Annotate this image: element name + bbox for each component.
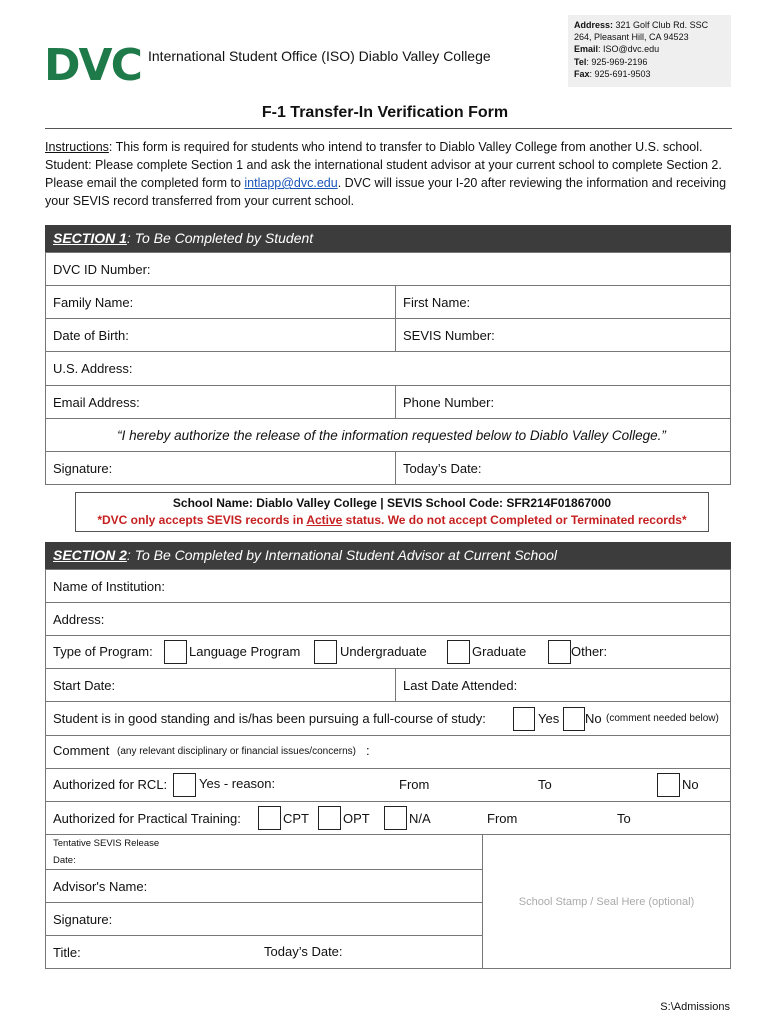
- section2-heading-bold: SECTION 2: [53, 547, 127, 563]
- office-tel: : 925-969-2196: [586, 56, 648, 67]
- sevis-release-label-1: Tentative SEVIS Release: [53, 838, 160, 849]
- advisor-signature-label: Signature:: [53, 911, 113, 927]
- instructions-email-link[interactable]: intlapp@dvc.edu: [244, 176, 338, 190]
- other-program-label: Other:: [571, 644, 608, 659]
- opt-label: OPT: [343, 811, 370, 826]
- student-signature-label: Signature:: [53, 460, 113, 476]
- cpt-label: CPT: [283, 811, 309, 826]
- instructions-text-2: . DVC will issue your I-20 after reviewing the information and receiving your SEVIS record transferred from your current school.: [45, 176, 727, 208]
- school-stamp-area: [482, 834, 731, 969]
- phone-number-field[interactable]: [395, 385, 731, 419]
- email-label: Email: [574, 44, 599, 55]
- rcl-to-label: To: [538, 777, 552, 792]
- comment-note: (any relevant disciplinary or financial issues/concerns): [117, 746, 356, 757]
- advisor-date-label: Today’s Date:: [264, 944, 343, 959]
- advisor-signature-field[interactable]: [45, 902, 483, 936]
- first-name-label: First Name:: [403, 294, 471, 310]
- sevis-release-date-field[interactable]: [45, 834, 483, 870]
- advisor-title-label: Title:: [53, 944, 81, 960]
- opt-checkbox[interactable]: [318, 806, 341, 830]
- student-date-label: Today’s Date:: [403, 460, 482, 476]
- good-standing-no-note: (comment needed below): [606, 713, 719, 724]
- email-address-label: Email Address:: [53, 394, 140, 410]
- school-code-line: School Name: Diablo Valley College | SEVIS School Code: SFR214F01867000: [172, 496, 612, 510]
- comment-label: Comment: [53, 743, 110, 758]
- sevis-status-notice: [76, 512, 708, 529]
- good-standing-no-label: No: [585, 711, 602, 726]
- na-label: N/A: [409, 811, 431, 826]
- form-title: F-1 Transfer-In Verification Form: [261, 104, 509, 121]
- cpt-checkbox[interactable]: [258, 806, 281, 830]
- address-line2: 264, Pleasant Hill, CA 94523: [574, 32, 689, 43]
- us-address-field[interactable]: [45, 351, 731, 386]
- footer-path: S:\Admissions: [660, 1001, 730, 1013]
- undergraduate-label: Undergraduate: [340, 644, 427, 659]
- office-title: International Student Office (ISO) Diablo Valley College: [148, 48, 491, 64]
- graduate-checkbox[interactable]: [447, 640, 470, 664]
- good-standing-no-checkbox[interactable]: [563, 707, 585, 731]
- us-address-label: U.S. Address:: [53, 361, 133, 376]
- address-line1: 321 Golf Club Rd. SSC: [615, 20, 709, 30]
- dvc-id-label: DVC ID Number:: [53, 261, 151, 277]
- dvc-logo: DVC: [44, 40, 141, 91]
- student-signature-field[interactable]: [45, 451, 396, 485]
- sevis-number-label: SEVIS Number:: [403, 327, 495, 343]
- last-date-label: Last Date Attended:: [403, 677, 518, 693]
- tel-label: Tel: [574, 56, 587, 67]
- institution-address-label: Address:: [53, 611, 105, 627]
- advisor-name-label: Advisor's Name:: [53, 878, 148, 894]
- section2-heading-rest: : To Be Completed by International Student Advisor at Current School: [126, 547, 558, 563]
- rcl-label: Authorized for RCL:: [53, 777, 168, 792]
- dvc-id-field[interactable]: [45, 252, 731, 286]
- start-date-field[interactable]: [45, 668, 396, 702]
- language-program-checkbox[interactable]: [164, 640, 187, 664]
- start-date-label: Start Date:: [53, 677, 116, 693]
- instructions: [45, 138, 731, 210]
- address-box: [568, 15, 731, 87]
- graduate-label: Graduate: [472, 644, 527, 659]
- notice-post: status. We do not accept Completed or Terminated records*: [342, 513, 687, 527]
- instructions-label: Instructions: [45, 140, 109, 154]
- authorization-text: “I hereby authorize the release of the information requested below to Diablo Valley College.”: [117, 427, 666, 443]
- phone-number-label: Phone Number:: [403, 394, 495, 410]
- section2-heading: [45, 542, 731, 569]
- dob-field[interactable]: [45, 318, 396, 352]
- fax-label: Fax: [574, 68, 590, 79]
- last-date-field[interactable]: [395, 668, 731, 702]
- family-name-label: Family Name:: [53, 294, 134, 310]
- institution-address-field[interactable]: [45, 602, 731, 636]
- section1-heading-bold: SECTION 1: [53, 230, 127, 246]
- sevis-release-label-2: Date:: [53, 855, 76, 866]
- first-name-field[interactable]: [395, 285, 731, 319]
- authorization-statement: [45, 418, 731, 452]
- notice-active: Active: [306, 513, 343, 527]
- office-fax: : 925-691-9503: [589, 68, 651, 79]
- na-checkbox[interactable]: [384, 806, 407, 830]
- pt-from-label: From: [487, 811, 518, 826]
- sevis-number-field[interactable]: [395, 318, 731, 352]
- section1-heading-rest: : To Be Completed by Student: [126, 230, 314, 246]
- institution-label: Name of Institution:: [53, 578, 165, 594]
- other-program-checkbox[interactable]: [548, 640, 571, 664]
- rcl-no-checkbox[interactable]: [657, 773, 680, 797]
- rcl-yes-checkbox[interactable]: [173, 773, 196, 797]
- practical-training-label: Authorized for Practical Training:: [53, 811, 241, 826]
- address-label: Address:: [574, 20, 614, 30]
- email-address-field[interactable]: [45, 385, 396, 419]
- office-email: : ISO@dvc.edu: [598, 44, 660, 55]
- undergraduate-checkbox[interactable]: [314, 640, 337, 664]
- rcl-from-label: From: [399, 777, 430, 792]
- good-standing-yes-label: Yes: [538, 711, 560, 726]
- student-date-field[interactable]: [395, 451, 731, 485]
- section1-heading: [45, 225, 731, 252]
- school-stamp-label: School Stamp / Seal Here (optional): [518, 895, 695, 908]
- institution-field[interactable]: [45, 569, 731, 603]
- language-program-label: Language Program: [189, 644, 301, 659]
- advisor-name-field[interactable]: [45, 869, 483, 903]
- school-info-box: [75, 492, 709, 532]
- good-standing-yes-checkbox[interactable]: [513, 707, 535, 731]
- instructions-text-1: : This form is required for students who intend to transfer to Diablo Valley College from another U.S. school. Student: Please complete Section 1 and ask the international student advisor at your current school to complete Section 2. Please email the completed form to: [45, 140, 722, 190]
- comment-colon: :: [366, 743, 370, 758]
- program-type-label: Type of Program:: [53, 644, 153, 659]
- family-name-field[interactable]: [45, 285, 396, 319]
- rcl-yes-label: Yes - reason:: [199, 776, 276, 791]
- notice-pre: *DVC only accepts SEVIS records in: [97, 513, 307, 527]
- dob-label: Date of Birth:: [53, 327, 129, 343]
- pt-to-label: To: [617, 811, 631, 826]
- rcl-no-label: No: [682, 777, 699, 792]
- good-standing-label: Student is in good standing and is/has been pursuing a full-course of study:: [53, 711, 486, 726]
- title-divider: [45, 128, 732, 129]
